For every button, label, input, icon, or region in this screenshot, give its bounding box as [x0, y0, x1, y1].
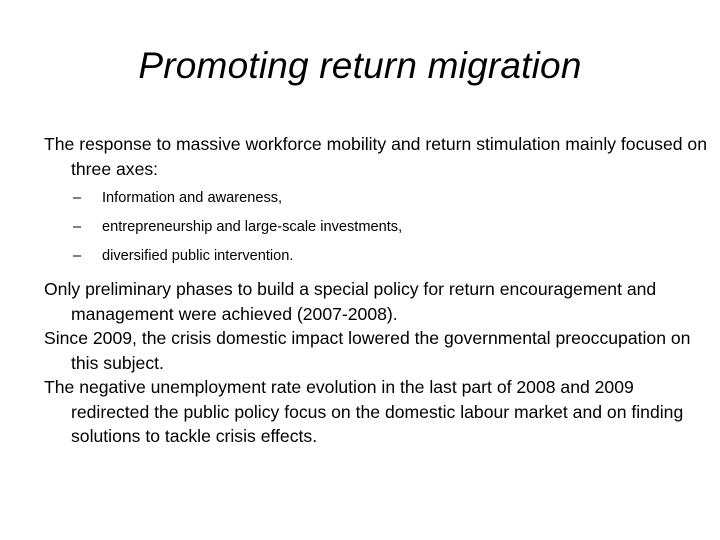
axis-label: diversified public intervention.: [102, 248, 294, 264]
point-paragraph: Only preliminary phases to build a special policy for return encouragement and management were achieved (2007-2008).: [44, 279, 657, 324]
dash-bullet-icon: –: [73, 190, 82, 206]
point-paragraph: Since 2009, the crisis domestic impact lowered the governmental preoccupation on this subject.: [44, 328, 691, 373]
list-item: [44, 184, 708, 213]
list-item: [44, 242, 708, 271]
point-paragraph: The negative unemployment rate evolution in the last part of 2008 and 2009 redirected the public policy focus on the domestic labour market and on finding solutions to tackle crisis effects.: [44, 377, 684, 446]
axes-list: [44, 184, 708, 271]
list-item: [44, 213, 708, 242]
dash-bullet-icon: –: [73, 219, 82, 235]
dash-bullet-icon: –: [73, 248, 82, 264]
slide-title: Promoting return migration: [138, 45, 582, 86]
axis-label: entrepreneurship and large-scale investments,: [102, 219, 403, 235]
axis-label: Information and awareness,: [102, 190, 283, 206]
slide-body: [44, 132, 708, 449]
intro-paragraph: The response to massive workforce mobility and return stimulation mainly focused on three axes:: [44, 134, 707, 179]
